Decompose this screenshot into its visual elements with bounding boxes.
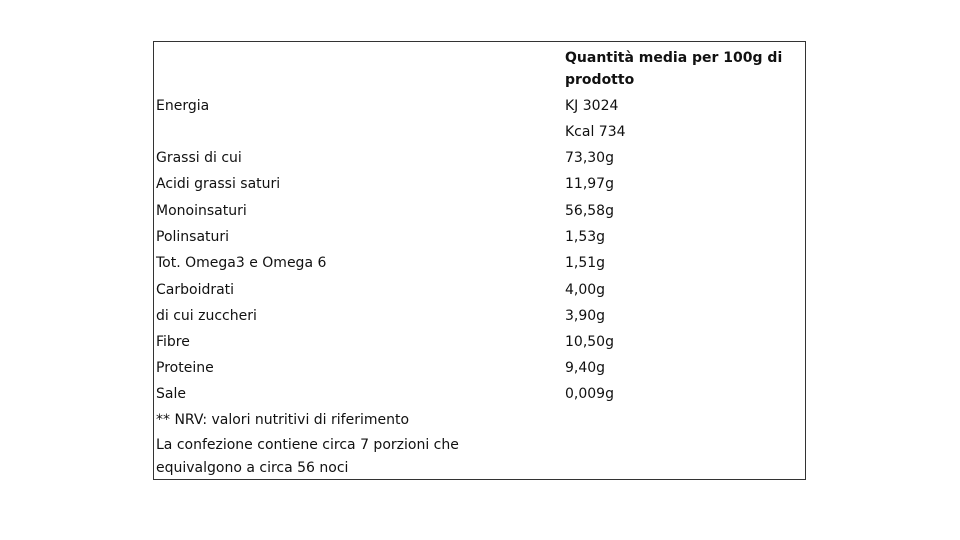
nutrient-label: Carboidrati [156, 282, 235, 298]
table-row [154, 355, 805, 381]
nutrient-value: 9,40g [565, 360, 606, 376]
table-row [154, 93, 805, 119]
nrv-footnote: ** NRV: valori nutritivi di riferimento [156, 412, 410, 428]
nutrient-value: 11,97g [565, 176, 614, 192]
table-row [154, 250, 805, 276]
nutrient-label: Acidi grassi saturi [156, 176, 281, 192]
nutrient-label: Polinsaturi [156, 229, 230, 245]
nutrient-label: Tot. Omega3 e Omega 6 [156, 255, 327, 271]
table-row [154, 329, 805, 355]
nutrient-value: 1,53g [565, 229, 606, 245]
table-row [154, 303, 805, 329]
nutrient-label: Energia [156, 98, 210, 114]
nutrition-table [153, 41, 806, 480]
nutrient-value: 56,58g [565, 203, 614, 219]
nutrient-value: 3,90g [565, 308, 606, 324]
nutrient-label: di cui zuccheri [156, 308, 257, 324]
nutrient-label: Grassi di cui [156, 150, 242, 166]
column-header: Quantità media per 100g di prodotto [565, 50, 783, 88]
nutrient-value: Kcal 734 [565, 124, 626, 140]
nutrient-value: 73,30g [565, 150, 614, 166]
portion-note-line2: equivalgono a circa 56 noci [156, 460, 349, 476]
nutrient-label: Fibre [156, 334, 190, 350]
nutrient-value: 1,51g [565, 255, 606, 271]
nutrient-label: Proteine [156, 360, 214, 376]
portion-note-line1: La confezione contiene circa 7 porzioni che [156, 437, 459, 453]
table-row [154, 145, 805, 171]
nutrient-value: KJ 3024 [565, 98, 619, 114]
nutrient-label: Sale [156, 386, 186, 402]
table-row [154, 198, 805, 224]
nutrient-value: 0,009g [565, 386, 614, 402]
nutrient-label: Monoinsaturi [156, 203, 247, 219]
nutrient-value: 4,00g [565, 282, 606, 298]
table-row [154, 381, 805, 407]
table-row [154, 171, 805, 197]
table-row [154, 224, 805, 250]
table-row [154, 119, 805, 145]
nutrient-value: 10,50g [565, 334, 614, 350]
table-row [154, 277, 805, 303]
